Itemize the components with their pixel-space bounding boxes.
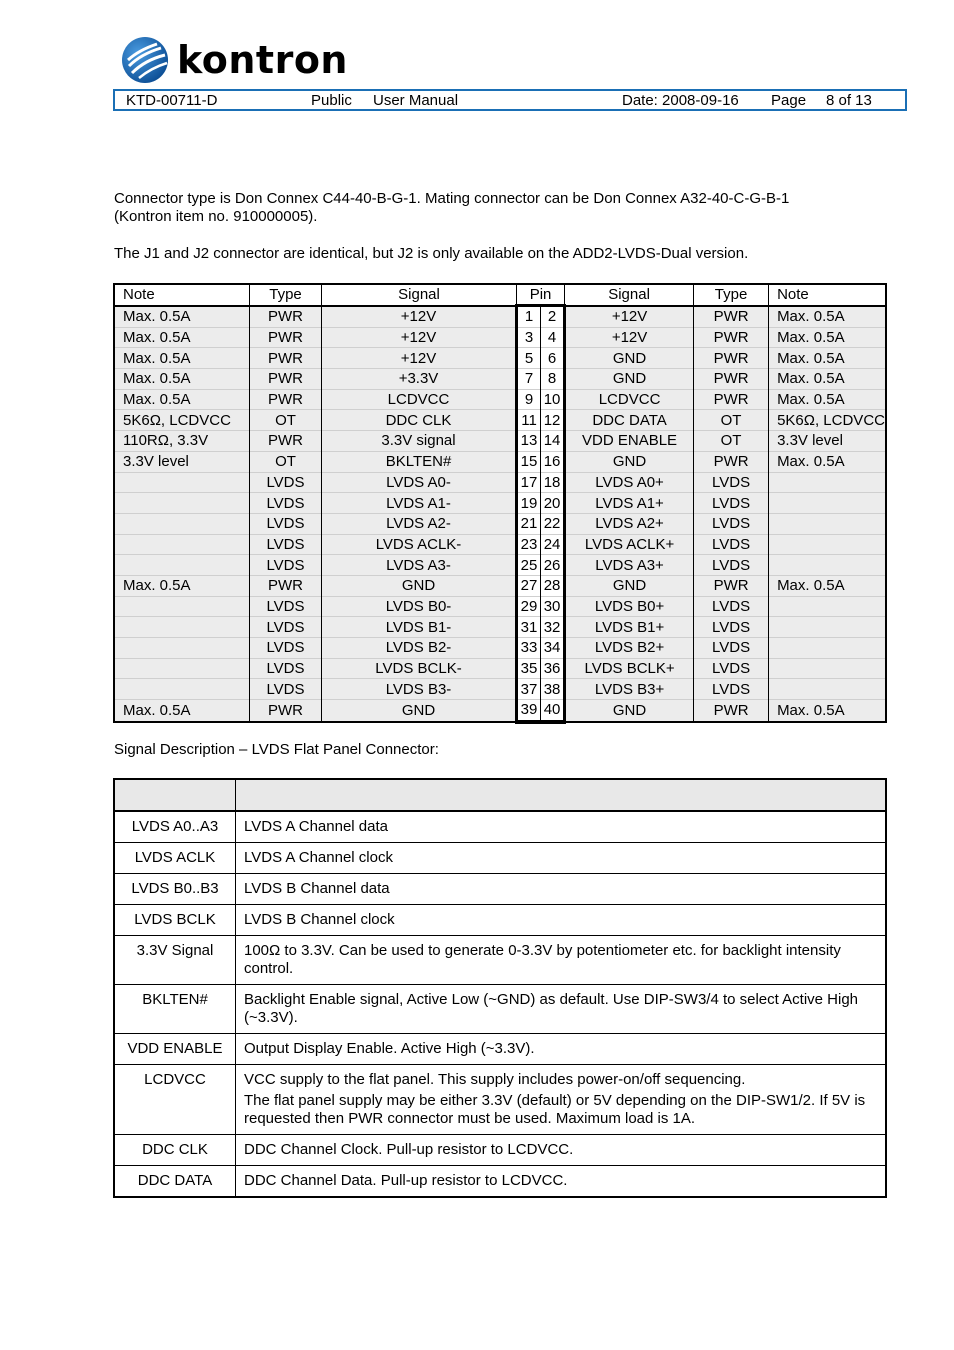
note-left: [114, 596, 250, 617]
signal-header-name: [114, 779, 236, 811]
signal-desc-paragraph: Output Display Enable. Active High (~3.3V).: [244, 1040, 535, 1057]
signal-desc-paragraph: VCC supply to the flat panel. This supply includes power-on/off sequencing.: [244, 1071, 746, 1088]
doc-id: KTD-00711-D: [126, 92, 218, 109]
logo-wordmark: kontron: [177, 38, 348, 82]
pin-row: [114, 306, 886, 328]
signal-desc-paragraph: The flat panel supply may be either 3.3V (default) or 5V depending on the DIP-SW1/2. If 5V is requested then PWR connector must be used. Maximum load is 1A.: [244, 1092, 866, 1127]
pin-even: 26: [541, 555, 565, 576]
signal-right: VDD ENABLE: [565, 431, 694, 452]
pin-row: [114, 389, 886, 410]
note-left: [114, 638, 250, 659]
signal-row: [114, 1065, 886, 1135]
signal-desc: [236, 905, 887, 936]
type-right: OT: [694, 431, 769, 452]
signal-name: LVDS B0..B3: [114, 874, 236, 905]
note-right: Max. 0.5A: [769, 700, 886, 722]
type-left: LVDS: [250, 534, 322, 555]
signal-right: GND: [565, 348, 694, 369]
signal-right: LVDS A3+: [565, 555, 694, 576]
type-right: LVDS: [694, 513, 769, 534]
signal-header-desc: [236, 779, 887, 811]
note-left: [114, 658, 250, 679]
pin-row: [114, 348, 886, 369]
signal-row: [114, 874, 886, 905]
pin-row: [114, 555, 886, 576]
pin-row: [114, 679, 886, 700]
signal-desc: [236, 1135, 887, 1166]
note-right: 3.3V level: [769, 431, 886, 452]
note-left: [114, 493, 250, 514]
signal-name: LCDVCC: [114, 1065, 236, 1135]
pin-odd: 3: [517, 327, 541, 348]
signal-table-header: [114, 779, 886, 811]
signal-desc: [236, 874, 887, 905]
note-left: [114, 534, 250, 555]
type-left: LVDS: [250, 493, 322, 514]
document-header-bar: [113, 89, 907, 111]
pin-odd: 7: [517, 369, 541, 390]
type-left: LVDS: [250, 658, 322, 679]
pin-even: 40: [541, 700, 565, 722]
signal-left: +3.3V: [322, 369, 517, 390]
type-right: PWR: [694, 575, 769, 596]
signal-row: [114, 1166, 886, 1198]
signal-desc-paragraph: LVDS A Channel data: [244, 818, 388, 835]
signal-right: LVDS ACLK+: [565, 534, 694, 555]
signal-right: GND: [565, 700, 694, 722]
type-left: PWR: [250, 389, 322, 410]
type-right: LVDS: [694, 617, 769, 638]
note-left: Max. 0.5A: [114, 369, 250, 390]
signal-row: [114, 1034, 886, 1065]
kontron-globe-icon: [121, 36, 169, 84]
note-right: Max. 0.5A: [769, 451, 886, 472]
type-left: LVDS: [250, 679, 322, 700]
type-right: LVDS: [694, 658, 769, 679]
signal-description-title: Signal Description – LVDS Flat Panel Connector:: [114, 741, 439, 758]
type-left: PWR: [250, 327, 322, 348]
note-right: Max. 0.5A: [769, 306, 886, 328]
type-left: LVDS: [250, 555, 322, 576]
note-right: 5K6Ω, LCDVCC: [769, 410, 886, 431]
type-left: LVDS: [250, 617, 322, 638]
signal-left: LVDS A3-: [322, 555, 517, 576]
signal-description-table: [113, 778, 887, 1198]
pin-row: [114, 493, 886, 514]
signal-right: LVDS B3+: [565, 679, 694, 700]
pin-row: [114, 596, 886, 617]
note-right: [769, 658, 886, 679]
pin-odd: 25: [517, 555, 541, 576]
pin-odd: 29: [517, 596, 541, 617]
pin-odd: 23: [517, 534, 541, 555]
note-right: [769, 679, 886, 700]
signal-name: 3.3V Signal: [114, 936, 236, 985]
intro-line-3: The J1 and J2 connector are identical, but J2 is only available on the ADD2-LVDS-Dual version.: [114, 245, 749, 262]
header-signal-right: Signal: [565, 284, 694, 306]
note-left: Max. 0.5A: [114, 389, 250, 410]
type-left: PWR: [250, 306, 322, 328]
signal-left: LVDS B1-: [322, 617, 517, 638]
pin-row: [114, 658, 886, 679]
signal-desc-paragraph: Backlight Enable signal, Active Low (~GND) as default. Use DIP-SW3/4 to select Active High (~3.3V).: [244, 991, 859, 1026]
signal-name: BKLTEN#: [114, 985, 236, 1034]
pin-even: 16: [541, 451, 565, 472]
signal-row: [114, 811, 886, 843]
pin-even: 24: [541, 534, 565, 555]
signal-desc-paragraph: LVDS A Channel clock: [244, 849, 393, 866]
note-right: Max. 0.5A: [769, 369, 886, 390]
intro-line-1: Connector type is Don Connex C44-40-B-G-1. Mating connector can be Don Connex A32-40-C-G-B-1: [114, 190, 790, 207]
pin-even: 28: [541, 575, 565, 596]
intro-line-2: (Kontron item no. 910000005).: [114, 208, 318, 225]
note-left: [114, 679, 250, 700]
pin-even: 36: [541, 658, 565, 679]
signal-name: LVDS BCLK: [114, 905, 236, 936]
type-left: OT: [250, 451, 322, 472]
pin-row: [114, 617, 886, 638]
pin-odd: 27: [517, 575, 541, 596]
pin-even: 32: [541, 617, 565, 638]
header-type-left: Type: [250, 284, 322, 306]
signal-desc: [236, 1065, 887, 1135]
note-left: Max. 0.5A: [114, 700, 250, 722]
type-right: LVDS: [694, 596, 769, 617]
note-right: [769, 513, 886, 534]
signal-right: LVDS B2+: [565, 638, 694, 659]
signal-left: LVDS A1-: [322, 493, 517, 514]
pin-even: 22: [541, 513, 565, 534]
type-left: LVDS: [250, 513, 322, 534]
pin-row: [114, 575, 886, 596]
pin-even: 34: [541, 638, 565, 659]
signal-left: DDC CLK: [322, 410, 517, 431]
signal-name: LVDS ACLK: [114, 843, 236, 874]
note-left: Max. 0.5A: [114, 306, 250, 328]
type-right: PWR: [694, 327, 769, 348]
signal-right: +12V: [565, 306, 694, 328]
signal-left: LVDS A0-: [322, 472, 517, 493]
note-left: [114, 513, 250, 534]
type-left: PWR: [250, 348, 322, 369]
pin-even: 12: [541, 410, 565, 431]
signal-left: LVDS B0-: [322, 596, 517, 617]
type-left: PWR: [250, 575, 322, 596]
note-left: 5K6Ω, LCDVCC: [114, 410, 250, 431]
signal-left: +12V: [322, 306, 517, 328]
pin-assignment-table: [113, 283, 887, 724]
pin-even: 38: [541, 679, 565, 700]
header-note-left: Note: [114, 284, 250, 306]
pin-even: 30: [541, 596, 565, 617]
pin-even: 20: [541, 493, 565, 514]
signal-right: LVDS A2+: [565, 513, 694, 534]
signal-left: GND: [322, 575, 517, 596]
signal-left: LVDS ACLK-: [322, 534, 517, 555]
signal-desc: [236, 811, 887, 843]
type-right: LVDS: [694, 679, 769, 700]
type-right: LVDS: [694, 638, 769, 659]
pin-row: [114, 534, 886, 555]
note-left: [114, 472, 250, 493]
signal-name: LVDS A0..A3: [114, 811, 236, 843]
signal-left: LVDS B3-: [322, 679, 517, 700]
pin-odd: 11: [517, 410, 541, 431]
pin-even: 8: [541, 369, 565, 390]
pin-row: [114, 472, 886, 493]
note-right: [769, 534, 886, 555]
pin-odd: 5: [517, 348, 541, 369]
signal-right: DDC DATA: [565, 410, 694, 431]
signal-desc-paragraph: LVDS B Channel clock: [244, 911, 395, 928]
signal-row: [114, 905, 886, 936]
pin-row: [114, 327, 886, 348]
page-number: 8 of 13: [826, 92, 872, 109]
note-left: 110RΩ, 3.3V: [114, 431, 250, 452]
pin-even: 6: [541, 348, 565, 369]
signal-row: [114, 936, 886, 985]
page-label: Page: [771, 92, 807, 109]
signal-desc-paragraph: DDC Channel Clock. Pull-up resistor to LCDVCC.: [244, 1141, 574, 1158]
note-right: [769, 596, 886, 617]
header-signal-left: Signal: [322, 284, 517, 306]
signal-right: GND: [565, 369, 694, 390]
signal-right: GND: [565, 575, 694, 596]
note-right: Max. 0.5A: [769, 327, 886, 348]
signal-desc: [236, 1034, 887, 1065]
signal-right: LVDS B0+: [565, 596, 694, 617]
signal-left: GND: [322, 700, 517, 722]
signal-desc-paragraph: LVDS B Channel data: [244, 880, 390, 897]
pin-odd: 21: [517, 513, 541, 534]
note-right: [769, 617, 886, 638]
header-type-right: Type: [694, 284, 769, 306]
pin-even: 14: [541, 431, 565, 452]
signal-left: 3.3V signal: [322, 431, 517, 452]
signal-name: DDC DATA: [114, 1166, 236, 1198]
note-left: Max. 0.5A: [114, 327, 250, 348]
pin-even: 2: [541, 306, 565, 328]
signal-right: +12V: [565, 327, 694, 348]
header-pin: Pin: [517, 284, 565, 306]
signal-right: LCDVCC: [565, 389, 694, 410]
doc-date: Date: 2008-09-16: [622, 92, 739, 109]
pin-even: 18: [541, 472, 565, 493]
signal-desc: [236, 985, 887, 1034]
doc-type: User Manual: [373, 92, 459, 109]
pin-even: 10: [541, 389, 565, 410]
note-right: Max. 0.5A: [769, 389, 886, 410]
signal-left: +12V: [322, 327, 517, 348]
note-right: Max. 0.5A: [769, 575, 886, 596]
pin-row: [114, 410, 886, 431]
type-right: PWR: [694, 369, 769, 390]
type-right: PWR: [694, 451, 769, 472]
note-right: [769, 555, 886, 576]
pin-row: [114, 451, 886, 472]
signal-left: LCDVCC: [322, 389, 517, 410]
type-left: PWR: [250, 700, 322, 722]
pin-row: [114, 700, 886, 722]
header-note-right: Note: [769, 284, 886, 306]
signal-name: DDC CLK: [114, 1135, 236, 1166]
type-left: OT: [250, 410, 322, 431]
type-left: LVDS: [250, 638, 322, 659]
pin-row: [114, 431, 886, 452]
pin-odd: 31: [517, 617, 541, 638]
pin-odd: 37: [517, 679, 541, 700]
signal-desc-paragraph: 100Ω to 3.3V. Can be used to generate 0-3.3V by potentiometer etc. for backlight intensity control.: [244, 942, 841, 977]
note-right: [769, 472, 886, 493]
signal-right: GND: [565, 451, 694, 472]
pin-odd: 39: [517, 700, 541, 722]
signal-row: [114, 985, 886, 1034]
signal-desc: [236, 1166, 887, 1198]
note-right: Max. 0.5A: [769, 348, 886, 369]
type-right: LVDS: [694, 493, 769, 514]
pin-even: 4: [541, 327, 565, 348]
type-right: OT: [694, 410, 769, 431]
pin-table-header: [114, 284, 886, 306]
signal-desc-paragraph: DDC Channel Data. Pull-up resistor to LCDVCC.: [244, 1172, 568, 1189]
signal-right: LVDS A1+: [565, 493, 694, 514]
pin-odd: 33: [517, 638, 541, 659]
signal-right: LVDS B1+: [565, 617, 694, 638]
signal-desc: [236, 936, 887, 985]
type-right: PWR: [694, 306, 769, 328]
note-right: [769, 638, 886, 659]
signal-row: [114, 1135, 886, 1166]
type-left: PWR: [250, 369, 322, 390]
pin-odd: 35: [517, 658, 541, 679]
note-left: 3.3V level: [114, 451, 250, 472]
note-left: Max. 0.5A: [114, 348, 250, 369]
note-left: Max. 0.5A: [114, 575, 250, 596]
pin-row: [114, 369, 886, 390]
signal-left: BKLTEN#: [322, 451, 517, 472]
pin-odd: 9: [517, 389, 541, 410]
pin-odd: 17: [517, 472, 541, 493]
type-right: LVDS: [694, 534, 769, 555]
note-left: [114, 555, 250, 576]
pin-odd: 1: [517, 306, 541, 328]
pin-odd: 15: [517, 451, 541, 472]
type-right: LVDS: [694, 555, 769, 576]
signal-name: VDD ENABLE: [114, 1034, 236, 1065]
note-right: [769, 493, 886, 514]
doc-classification: Public: [311, 92, 352, 109]
signal-desc: [236, 843, 887, 874]
kontron-logo: [121, 36, 361, 86]
pin-row: [114, 638, 886, 659]
signal-right: LVDS BCLK+: [565, 658, 694, 679]
signal-left: +12V: [322, 348, 517, 369]
signal-row: [114, 843, 886, 874]
pin-row: [114, 513, 886, 534]
signal-left: LVDS BCLK-: [322, 658, 517, 679]
type-left: LVDS: [250, 596, 322, 617]
type-left: LVDS: [250, 472, 322, 493]
type-left: PWR: [250, 431, 322, 452]
pin-odd: 13: [517, 431, 541, 452]
signal-right: LVDS A0+: [565, 472, 694, 493]
note-left: [114, 617, 250, 638]
type-right: PWR: [694, 700, 769, 722]
type-right: PWR: [694, 348, 769, 369]
pin-odd: 19: [517, 493, 541, 514]
signal-left: LVDS A2-: [322, 513, 517, 534]
type-right: PWR: [694, 389, 769, 410]
type-right: LVDS: [694, 472, 769, 493]
signal-left: LVDS B2-: [322, 638, 517, 659]
